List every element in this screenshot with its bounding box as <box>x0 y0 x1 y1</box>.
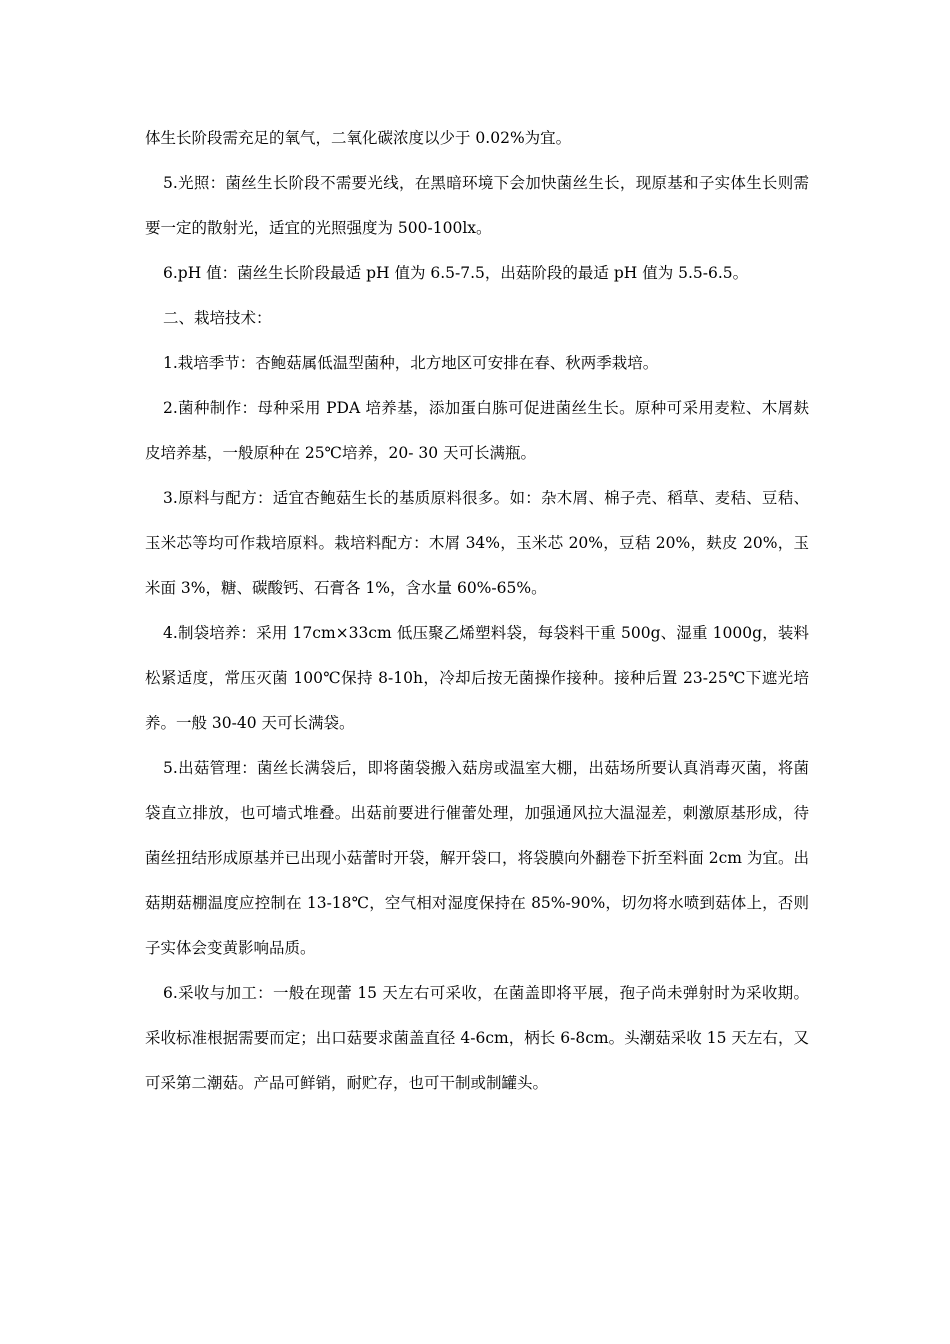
section-heading-cultivation: 二、栽培技术： <box>163 309 272 327</box>
paragraph-ph: 6.pH 值：菌丝生长阶段最适 pH 值为 6.5-7.5，出菇阶段的最适 pH 值为 5.5-6.5。 <box>163 264 749 282</box>
paragraph-oxygen-continuation: 体生长阶段需充足的氧气，二氧化碳浓度以少于 0.02%为宜。 <box>145 129 572 147</box>
document-body <box>145 116 809 1106</box>
paragraph-bagging: 4.制袋培养：采用 17cm×33cm 低压聚乙烯塑料袋，每袋料干重 500g、湿重 1000g，装料松紧适度，常压灭菌 100℃保持 8-10h，冷却后按无菌操作接种。接种后置 23-25℃下遮光培养。一般 30-40 天可长满袋。 <box>145 624 809 732</box>
paragraph-harvest: 6.采收与加工：一般在现蕾 15 天左右可采收，在菌盖即将平展，孢子尚未弹射时为采收期。采收标准根据需要而定；出口菇要求菌盖直径 4-6cm，柄长 6-8cm。头潮菇采收 15 天左右，又可采第二潮菇。产品可鲜销，耐贮存，也可干制或制罐头。 <box>145 984 809 1092</box>
paragraph-materials: 3.原料与配方：适宜杏鲍菇生长的基质原料很多。如：杂木屑、棉子壳、稻草、麦秸、豆秸、玉米芯等均可作栽培原料。栽培料配方：木屑 34%，玉米芯 20%，豆秸 20%，麸皮 20%，玉米面 3%，糖、碳酸钙、石膏各 1%，含水量 60%-65%。 <box>145 489 809 597</box>
paragraph-season: 1.栽培季节：杏鲍菇属低温型菌种，北方地区可安排在春、秋两季栽培。 <box>163 354 659 372</box>
paragraph-light: 5.光照：菌丝生长阶段不需要光线，在黑暗环境下会加快菌丝生长，现原基和子实体生长则需要一定的散射光，适宜的光照强度为 500-100lx。 <box>145 174 809 237</box>
paragraph-spawn: 2.菌种制作：母种采用 PDA 培养基，添加蛋白胨可促进菌丝生长。原种可采用麦粒、木屑麸皮培养基，一般原种在 25℃培养，20- 30 天可长满瓶。 <box>145 399 809 462</box>
paragraph-fruiting: 5.出菇管理：菌丝长满袋后，即将菌袋搬入菇房或温室大棚，出菇场所要认真消毒灭菌，将菌袋直立排放，也可墙式堆叠。出菇前要进行催蕾处理，加强通风拉大温湿差，刺激原基形成，待菌丝扭结形成原基并已出现小菇蕾时开袋，解开袋口，将袋膜向外翻卷下折至料面 2cm 为宜。出菇期菇棚温度应控制在 13-18℃，空气相对湿度保持在 85%-90%，切勿将水喷到菇体上，否则子实体会变黄影响品质。 <box>145 759 809 957</box>
